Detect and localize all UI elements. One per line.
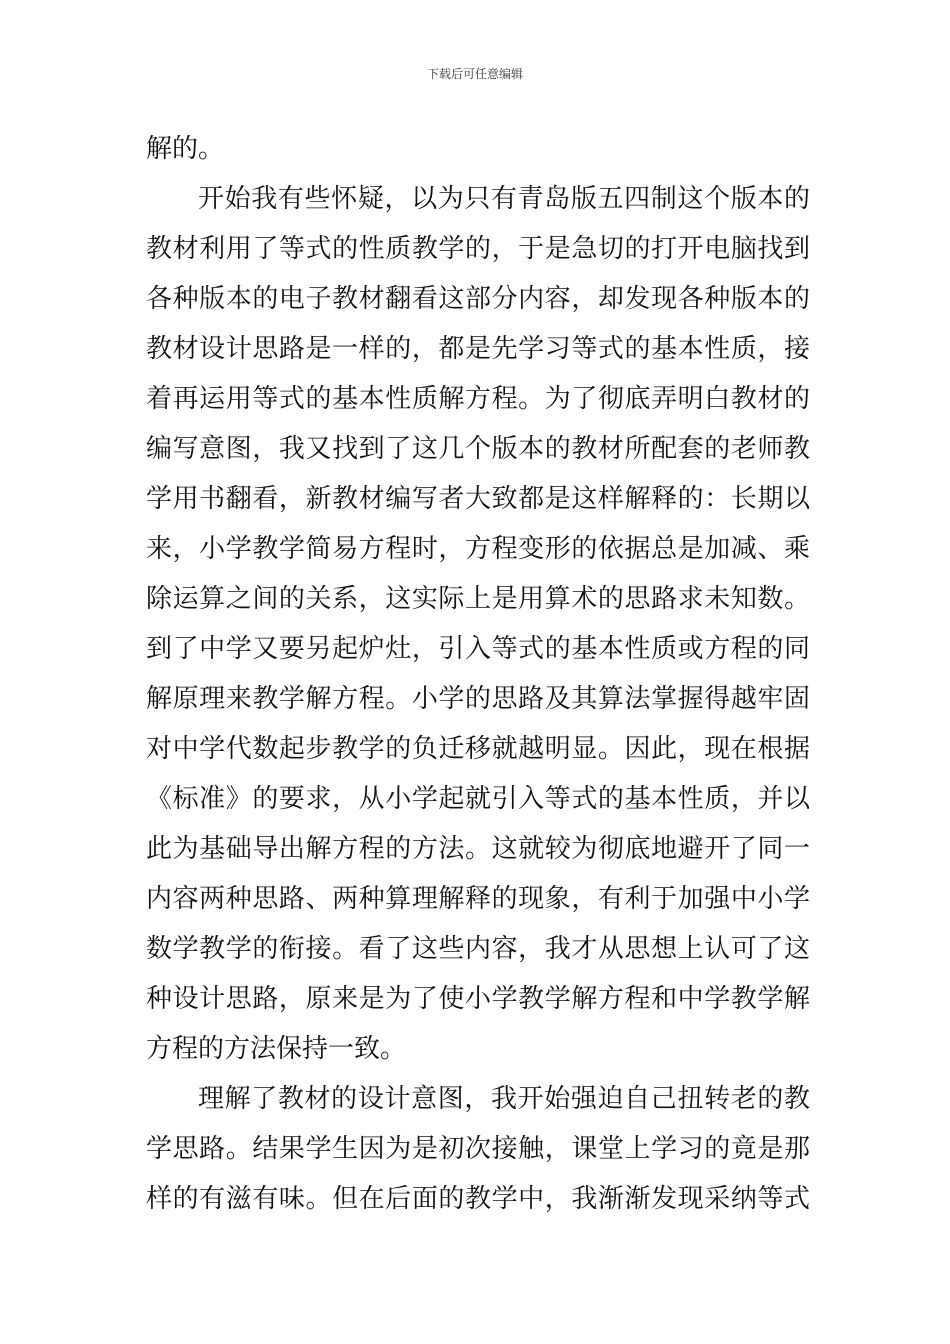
text-line: 解原理来教学解方程。小学的思路及其算法掌握得越牢固 xyxy=(146,684,810,714)
text-line: 《标准》的要求，从小学起就引入等式的基本性质，并以 xyxy=(146,784,810,814)
text-line: 到了中学又要另起炉灶，引入等式的基本性质或方程的同 xyxy=(146,634,810,664)
text-line: 此为基础导出解方程的方法。这就较为彻底地避开了同一 xyxy=(146,834,810,864)
text-line: 开始我有些怀疑，以为只有青岛版五四制这个版本的 xyxy=(198,184,810,214)
text-line: 种设计思路，原来是为了使小学教学解方程和中学教学解 xyxy=(146,984,810,1014)
text-line: 各种版本的电子教材翻看这部分内容，却发现各种版本的 xyxy=(146,284,810,314)
text-line: 学思路。结果学生因为是初次接触，课堂上学习的竟是那 xyxy=(146,1134,810,1164)
text-line: 理解了教材的设计意图，我开始强迫自己扭转老的教 xyxy=(198,1084,810,1114)
text-line: 内容两种思路、两种算理解释的现象，有利于加强中小学 xyxy=(146,884,810,914)
text-line: 除运算之间的关系，这实际上是用算术的思路求未知数。 xyxy=(146,584,810,614)
page-header: 下载后可任意编辑 xyxy=(426,67,523,81)
text-line: 方程的方法保持一致。 xyxy=(146,1034,407,1064)
text-line: 编写意图，我又找到了这几个版本的教材所配套的老师教 xyxy=(146,434,810,464)
text-line: 数学教学的衔接。看了这些内容，我才从思想上认可了这 xyxy=(146,934,810,964)
text-line: 样的有滋有味。但在后面的教学中，我渐渐发现采纳等式 xyxy=(146,1184,810,1214)
text-line: 对中学代数起步教学的负迁移就越明显。因此，现在根据 xyxy=(146,734,810,764)
text-line: 来，小学教学简易方程时，方程变形的依据总是加减、乘 xyxy=(146,534,810,564)
text-line: 着再运用等式的基本性质解方程。为了彻底弄明白教材的 xyxy=(146,384,810,414)
document-body xyxy=(146,124,810,1224)
text-line: 学用书翻看，新教材编写者大致都是这样解释的：长期以 xyxy=(146,484,810,514)
text-line: 教材设计思路是一样的，都是先学习等式的基本性质，接 xyxy=(146,334,810,364)
text-line: 解的。 xyxy=(146,134,225,164)
text-line: 教材利用了等式的性质教学的，于是急切的打开电脑找到 xyxy=(146,234,810,264)
